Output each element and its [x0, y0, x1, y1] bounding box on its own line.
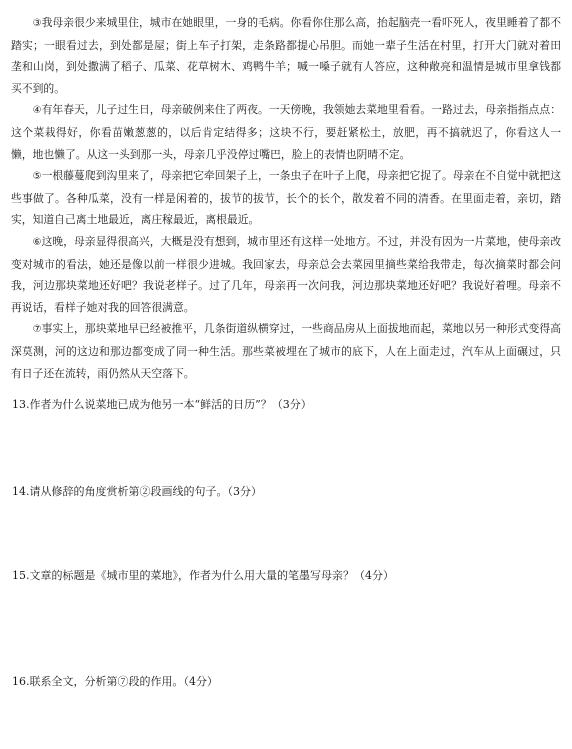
- paragraph-5: [11, 165, 561, 231]
- paragraph-4: [11, 99, 561, 165]
- paragraph-text: 这晚，母亲显得很高兴，大概是没有想到，城市里还有这样一处地方。不过，并没有因为一片菜地，使母亲改变对城市的看法，她还是像以前一样很少进城。我回家去，母亲总会去菜园里摘些菜给我带走，每次摘菜时都会问我，河边那块菜地还好吧？我说老样子。过了几年，母亲再一次问我，河边那块菜地还好吧？我说好着哩。母亲不再说话，看样子她对我的回答很满意。: [11, 234, 562, 314]
- question-14: 14.请从修辞的角度赏析第②段画线的句子。（3分）: [12, 485, 262, 498]
- paragraph-6: [11, 231, 561, 318]
- question-15: 15.文章的标题是《城市里的菜地》，作者为什么用大量的笔墨写母亲？（4分）: [12, 569, 394, 582]
- question-13: 13.作者为什么说菜地已成为他另一本“鲜活的日历”？（3分）: [12, 398, 312, 411]
- answer-area-14[interactable]: [12, 504, 560, 562]
- paragraph-3: [11, 12, 561, 99]
- paragraph-number: ⑤: [32, 171, 42, 183]
- paragraph-number: ③: [32, 18, 42, 29]
- reading-passage: [11, 12, 561, 384]
- answer-area-15[interactable]: [12, 588, 560, 668]
- answer-area-16[interactable]: [12, 694, 560, 744]
- question-16: 16.联系全文，分析第⑦段的作用。（4分）: [12, 675, 218, 688]
- paragraph-text: 我母亲很少来城里住，城市在她眼里，一身的毛病。你看你住那么高，抬起脑壳一看吓死人，夜里睡着了都不踏实；一眼看过去，到处都是屋；街上车子打架，走条路都提心吊胆。而她一辈子生活在村里，打开大门就对着田垄和山岗，到处撒满了稻子、瓜菜、花草树木、鸡鸭牛羊；喊一嗓子就有人答应，这种敞亮和温情是城市里拿钱都买不到的。: [11, 16, 562, 95]
- answer-area-13[interactable]: [12, 417, 560, 477]
- paragraph-text: 一根藤蔓爬到沟里来了，母亲把它牵回架子上，一条虫子在叶子上爬，母亲把它捉了。母亲在不自觉中就把这些事做了。各种瓜菜，没有一样是闲着的，拔节的拔节，长个的长个，散发着不同的清香。在里面走着，亲切，踏实，知道自己离土地最近，离庄稼最近，离根最近。: [11, 169, 562, 227]
- paragraph-number: ⑦: [32, 324, 42, 336]
- paragraph-number: ④: [32, 105, 42, 117]
- paragraph-text: 有年春天，儿子过生日，母亲破例来住了两夜。一天傍晚，我领她去菜地里看看。一路过去，母亲指指点点：这个菜栽得好，你看苗嫩葱葱的，以后肯定结得多；这块不行，要赶紧松土，放肥，再不搞就迟了，你看这人一懒，地也懒了。从这一头到那一头，母亲几乎没停过嘴巴，脸上的表情也阴晴不定。: [11, 103, 562, 161]
- paragraph-7: [11, 318, 561, 384]
- paragraph-text: 事实上，那块菜地早已经被推平，几条街道纵横穿过，一些商品房从上面拔地而起，菜地以另一种形式变得高深莫测，河的这边和那边都变成了同一种生活。那些菜被埋在了城市的底下，人在上面走过，汽车从上面碾过，只有日子还在流转，雨仍然从天空落下。: [11, 322, 562, 380]
- paragraph-number: ⑥: [32, 236, 42, 248]
